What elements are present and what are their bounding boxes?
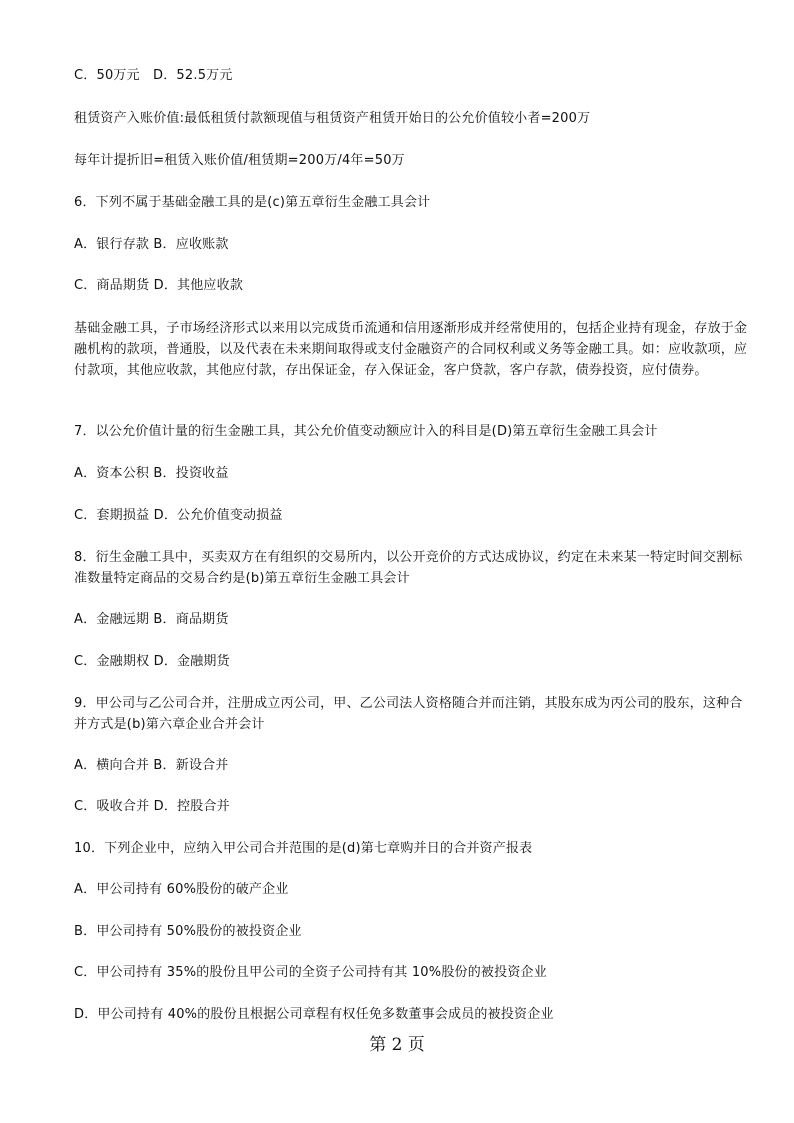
- q10-option-d: D．甲公司持有 40%的股份且根据公司章程有权任免多数董事会成员的被投资企业: [74, 1007, 554, 1022]
- q9-options-cd: C．吸收合并 D．控股合并: [74, 799, 230, 814]
- q6-question: 6．下列不属于基础金融工具的是(c)第五章衍生金融工具会计: [74, 195, 431, 210]
- q10-option-a: A．甲公司持有 60%股份的破产企业: [74, 882, 289, 897]
- q9-question: 9．甲公司与乙公司合并，注册成立丙公司，甲、乙公司法人资格随合并而注销，其股东成为丙公司的股东，这种合并方式是(b)第六章企业合并会计: [74, 696, 743, 732]
- q7-options-cd: C．套期损益 D．公允价值变动损益: [74, 508, 283, 523]
- q6-explanation: 基础金融工具，子市场经济形式以来用以完成货币流通和信用逐渐形成并经常使用的，包括企业持有现金，存放于金融机构的款项，普通股，以及代表在未来期间取得或支付金融资产的合同权利或义务等金融工具。如：应收款项，应付款项，其他应收款，其他应付款，存出保证金，存入保证金，客户贷款，客户存款，债券投资，应付债券。: [74, 321, 748, 378]
- q10-option-b: B．甲公司持有 50%股份的被投资企业: [74, 924, 302, 939]
- q8-options-ab: A．金融远期 B．商品期货: [74, 612, 229, 627]
- q6-options-cd: C．商品期货 D．其他应收款: [74, 278, 244, 293]
- q5-explanation-line-2: 每年计提折旧=租赁入账价值/租赁期=200万/4年=50万: [74, 153, 405, 168]
- q10-question: 10．下列企业中，应纳入甲公司合并范围的是(d)第七章购并日的合并资产报表: [74, 841, 533, 856]
- q8-options-cd: C．金融期权 D．金融期货: [74, 654, 230, 669]
- q7-question: 7．以公允价值计量的衍生金融工具，其公允价值变动额应计入的科目是(D)第五章衍生金融工具会计: [74, 424, 658, 439]
- q5-options-cd: C．50万元 D．52.5万元: [74, 68, 233, 83]
- q10-option-c: C．甲公司持有 35%的股份且甲公司的全资子公司持有其 10%股份的被投资企业: [74, 965, 547, 980]
- q7-options-ab: A．资本公积 B．投资收益: [74, 466, 229, 481]
- q6-options-ab: A．银行存款 B．应收账款: [74, 237, 229, 252]
- q9-options-ab: A．横向合并 B．新设合并: [74, 758, 229, 773]
- q5-explanation-line-1: 租赁资产入账价值:最低租赁付款额现值与租赁资产租赁开始日的公允价值较小者=200万: [74, 111, 591, 126]
- page-number: 第 2 页: [369, 1035, 425, 1055]
- q8-question: 8．衍生金融工具中，买卖双方在有组织的交易所内，以公开竞价的方式达成协议，约定在未来某一特定时间交割标准数量特定商品的交易合约是(b)第五章衍生金融工具会计: [74, 550, 743, 586]
